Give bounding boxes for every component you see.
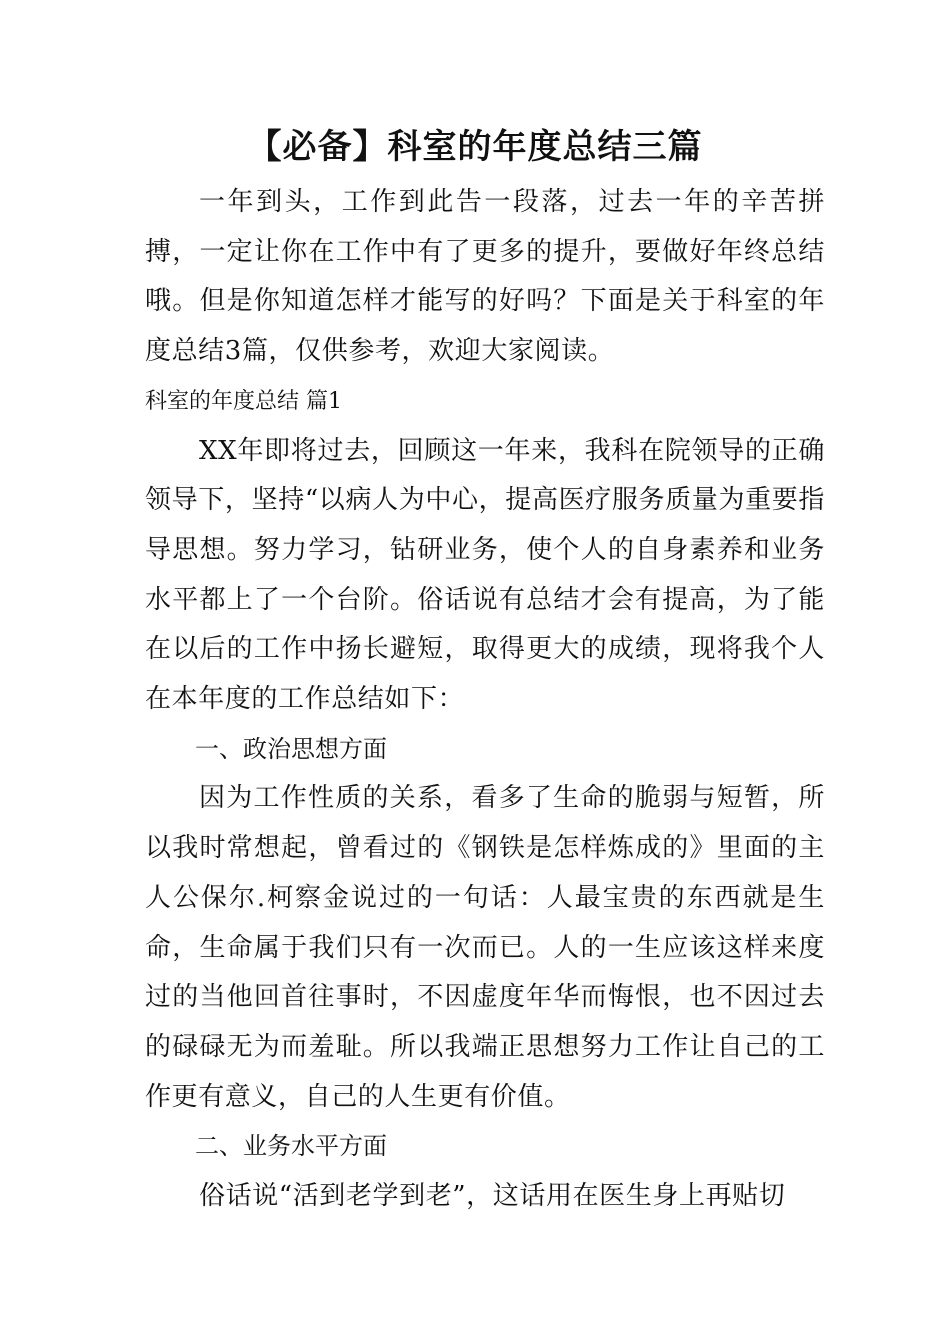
document-body [145,178,825,1222]
subheading-political: 一、政治思想方面 [195,734,387,763]
intro-paragraph: 一年到头，工作到此告一段落，过去一年的辛苦拼搏，一定让你在工作中有了更多的提升，要做好年终总结哦。但是你知道怎样才能写的好吗？下面是关于科室的年度总结3篇，仅供参考，欢迎大家阅读。 [145,187,825,367]
subheading-professional: 二、业务水平方面 [195,1132,387,1161]
body-paragraph-2: 因为工作性质的关系，看多了生命的脆弱与短暂，所以我时常想起，曾看过的《钢铁是怎样炼成的》里面的主人公保尔.柯察金说过的一句话：人最宝贵的东西就是生命，生命属于我们只有一次而已。人的一生应该这样来度过的当他回首往事时，不因虚度年华而悔恨，也不因过去的碌碌无为而羞耻。所以我端正思想努力工作让自己的工作更有意义，自己的人生更有价值。 [145,783,825,1112]
section-heading: 科室的年度总结 篇1 [145,388,342,414]
document-title: 【必备】科室的年度总结三篇 [247,127,703,167]
body-paragraph-3: 俗话说“活到老学到老”，这话用在医生身上再贴切 [199,1181,786,1212]
body-paragraph-1: XX年即将过去，回顾这一年来，我科在院领导的正确领导下，坚持“以病人为中心，提高医疗服务质量为重要指导思想。努力学习，钻研业务，使个人的自身素养和业务水平都上了一个台阶。俗话说有总结才会有提高，为了能在以后的工作中扬长避短，取得更大的成绩，现将我个人在本年度的工作总结如下： [145,435,825,715]
